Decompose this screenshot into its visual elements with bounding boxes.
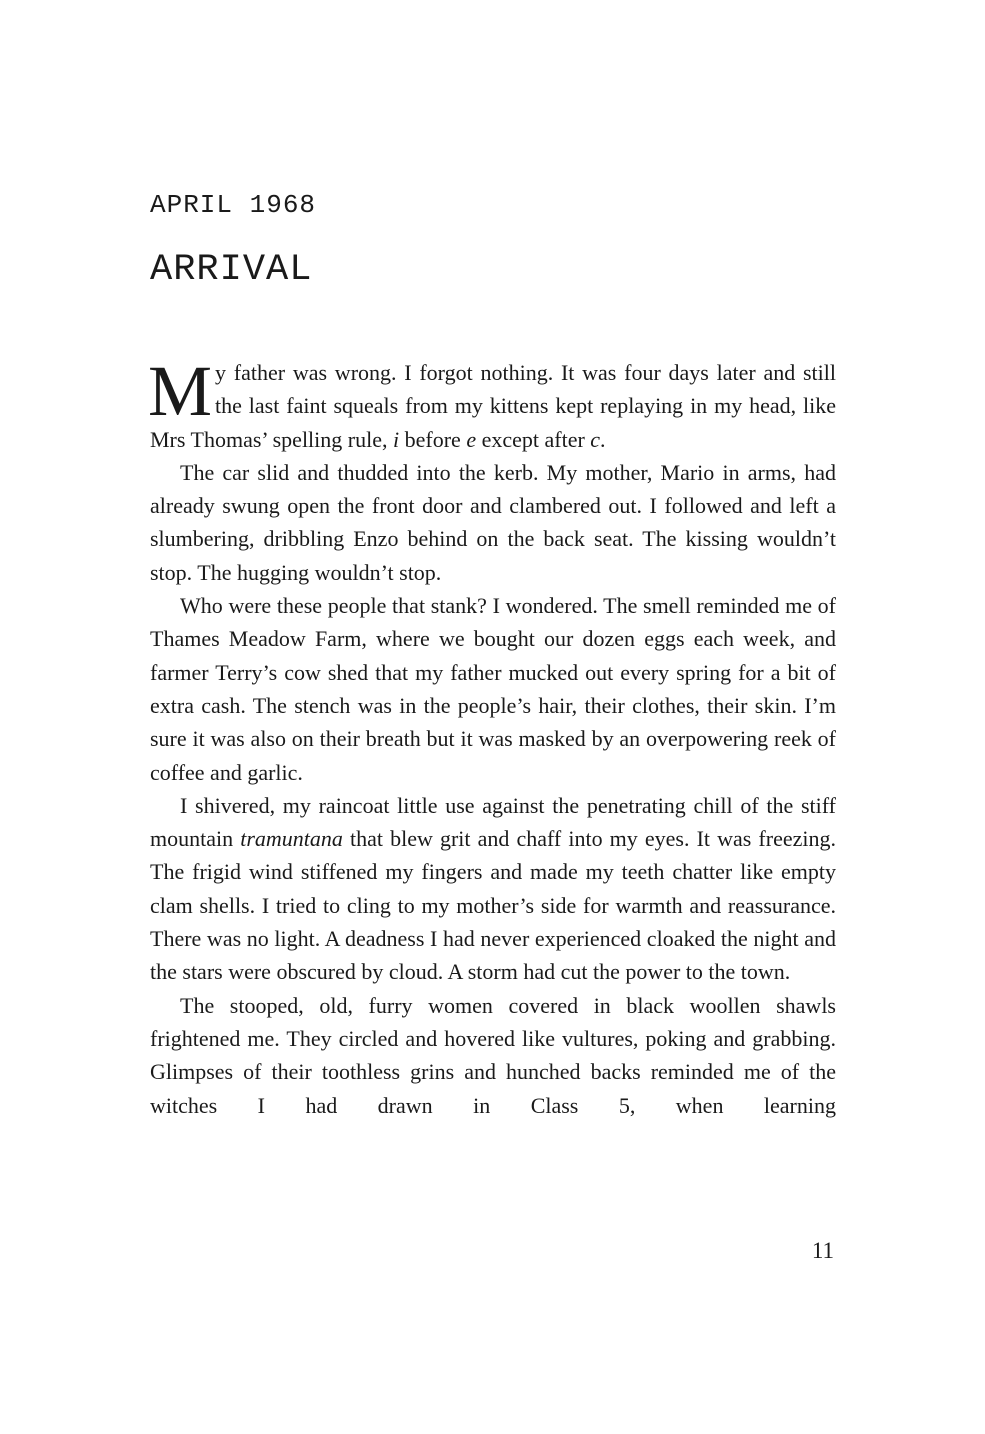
book-page bbox=[150, 0, 836, 1434]
page-number: 11 bbox=[811, 1238, 834, 1263]
paragraph-1-text-c: except after bbox=[476, 426, 591, 452]
paragraph-4-italic-tramuntana: tramuntana bbox=[240, 826, 343, 852]
paragraph-4 bbox=[150, 789, 836, 989]
paragraph-4-text-b: that blew grit and chaff into my eyes. It was freezing. The frigid wind stiffened my fingers and made my teeth chatter like empty clam shells. I tried to cling to my mother’s side for warmth and reassurance. There was no light. A deadness I had never experienced cloaked the night and the stars were obscured by cloud. A storm had cut the power to the town. bbox=[150, 826, 836, 985]
paragraph-1-italic-i: i bbox=[393, 426, 400, 452]
paragraph-3: Who were these people that stank? I wondered. The smell reminded me of Thames Meadow Farm, where we bought our dozen eggs each week, and farmer Terry’s cow shed that my father mucked out every spring for a bit of extra cash. The stench was in the people’s hair, their clothes, their skin. I’m sure it was also on their breath but it was masked by an overpowering reek of coffee and garlic. bbox=[150, 593, 836, 785]
paragraph-5: The stooped, old, furry women covered in black woollen shawls frightened me. They circled and hovered like vultures, poking and grabbing. Glimpses of their toothless grins and hunched backs reminded me of the witches I had drawn in Class 5, when learning bbox=[150, 992, 836, 1118]
drop-cap: M bbox=[148, 351, 213, 431]
paragraph-1-italic-c: c bbox=[590, 426, 601, 452]
paragraph-1-text-a: y father was wrong. I forgot nothing. It was four days later and still the last faint squeals from my kittens kept replaying in my head, like Mrs Thomas’ spelling rule, bbox=[150, 360, 836, 452]
paragraph-1-italic-e: e bbox=[466, 426, 477, 452]
chapter-date: APRIL 1968 bbox=[150, 190, 317, 220]
chapter-body bbox=[148, 351, 836, 1122]
paragraph-1-text-b: before bbox=[399, 426, 467, 452]
paragraph-2: The car slid and thudded into the kerb. My mother, Mario in arms, had already swung open the front door and clambered out. I followed and left a slumbering, dribbling Enzo behind on the back seat. The kissing wouldn’t stop. The hugging wouldn’t stop. bbox=[150, 459, 836, 585]
paragraph-1-text-d: . bbox=[600, 426, 606, 452]
paragraph-1 bbox=[148, 351, 836, 456]
paragraph-4-text-a: I shivered, my raincoat little use against the penetrating chill of the stiff mountain bbox=[150, 792, 836, 852]
chapter-title: ARRIVAL bbox=[150, 249, 313, 291]
